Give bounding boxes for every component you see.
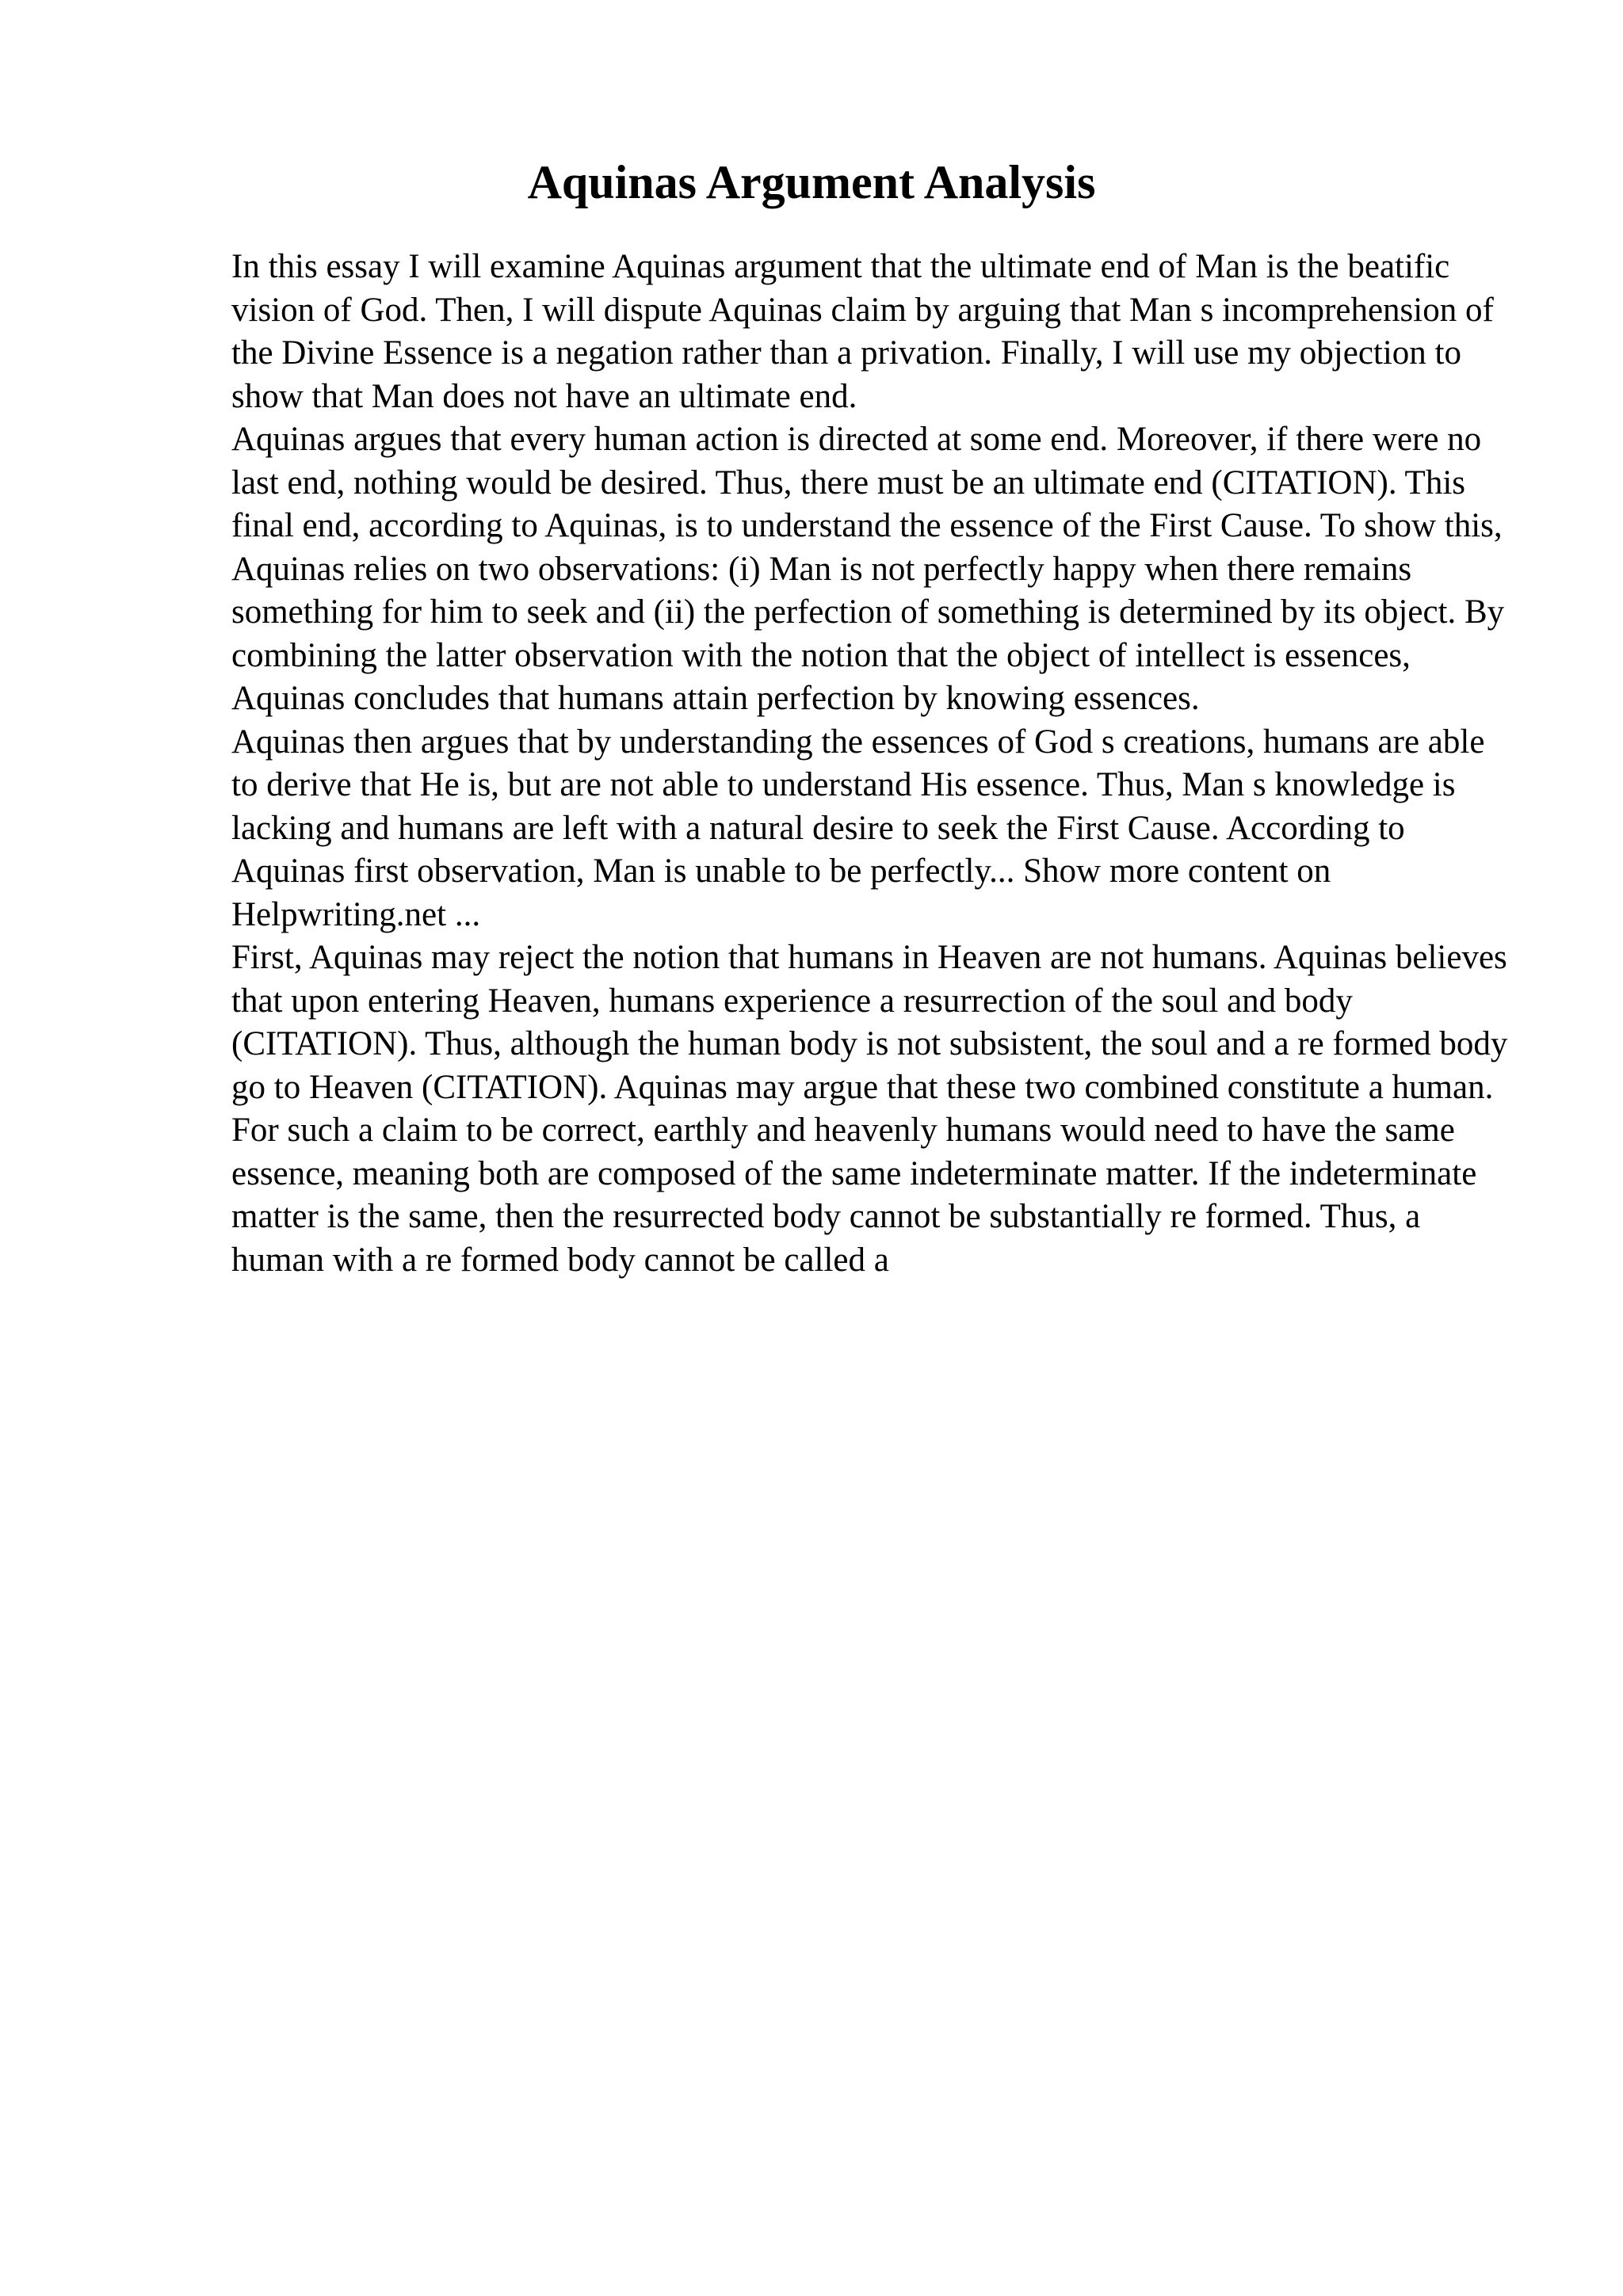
paragraph-intro: In this essay I will examine Aquinas argument that the ultimate end of Man is the beatific vision of God. Then, I will dispute Aquinas claim by arguing that Man s incomprehension of the Divine Essence is a negation rather than a privation. Finally, I will use my objection to show that Man does not have an ultimate end. xyxy=(231,248,1494,415)
document-title: Aquinas Argument Analysis xyxy=(527,156,1096,208)
document-body xyxy=(231,246,1515,1282)
paragraph-ultimate-end: Aquinas argues that every human action is directed at some end. Moreover, if there were no last end, nothing would be desired. Thus, there must be an ultimate end (CITATION). This final end, according to Aquinas, is to understand the essence of the First Cause. To show this, Aquinas relies on two observations: (i) Man is not perfectly happy when there remains something for him to seek and (ii) the perfection of something is determined by its object. By combining the latter observation with the notion that the object of intellect is essences, Aquinas concludes that humans attain perfection by knowing essences. xyxy=(231,421,1505,717)
paragraph-heaven-objection: First, Aquinas may reject the notion that humans in Heaven are not humans. Aquinas believes that upon entering Heaven, humans experience a resurrection of the soul and body (CITATION). Thus, although the human body is not subsistent, the soul and a re formed body go to Heaven (CITATION). Aquinas may argue that these two combined constitute a human. For such a claim to be correct, earthly and heavenly humans would need to have the same essence, meaning both are composed of the same indeterminate matter. If the indeterminate matter is the same, then the resurrected body cannot be substantially re formed. Thus, a human with a re formed body cannot be called a xyxy=(231,939,1508,1279)
paragraph-divine-essence: Aquinas then argues that by understanding the essences of God s creations, humans are able to derive that He is, but are not able to understand His essence. Thus, Man s knowledge is lacking and humans are left with a natural desire to seek the First Cause. According to Aquinas first observation, Man is unable to be perfectly... Show more content on Helpwriting.net ... xyxy=(231,723,1485,933)
